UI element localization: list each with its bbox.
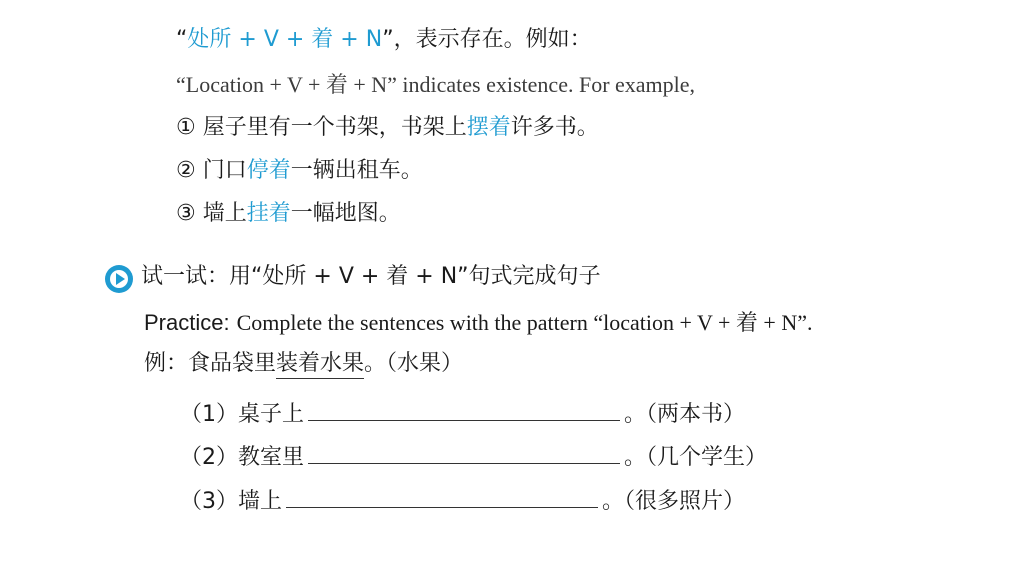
example-number: ③ — [176, 201, 196, 226]
exercise-hint: 。（很多照片） — [602, 489, 746, 514]
practice-text: Complete the sentences with the pattern “location + V + 着 + N”. — [236, 310, 813, 335]
example-1 — [176, 117, 599, 139]
example-text-pre: 墙上 — [202, 201, 247, 226]
pattern-heading — [176, 29, 592, 51]
answer-blank[interactable] — [308, 441, 620, 464]
exercise-hint: 。（两本书） — [624, 402, 746, 427]
practice-label: Practice: — [144, 310, 230, 335]
example-number: ① — [176, 115, 196, 140]
pattern-formula: 处所 + V + 着 + N — [187, 27, 383, 52]
exercise-number: （1） — [180, 402, 238, 427]
demo-example — [144, 353, 463, 375]
example-highlight: 停着 — [246, 158, 291, 183]
pattern-english: “Location + V + 着 + N” indicates existence. For example, — [176, 72, 696, 97]
pattern-close-quote: ” — [382, 27, 394, 52]
exercise-prompt: 教室里 — [238, 445, 305, 470]
exercise-prompt: 桌子上 — [238, 402, 305, 427]
example-text-pre: 屋子里有一个书架，书架上 — [202, 115, 467, 140]
example-text-pre: 门口 — [202, 158, 247, 183]
example-text-post: 一辆出租车。 — [290, 158, 423, 183]
demo-label: 例：食品袋里 — [144, 351, 277, 376]
exercise-number: （2） — [180, 445, 238, 470]
example-number: ② — [176, 158, 196, 183]
demo-hint: 。（水果） — [364, 351, 464, 376]
exercise-prompt: 墙上 — [238, 489, 283, 514]
example-2 — [176, 160, 423, 182]
demo-answer: 装着水果 — [276, 351, 364, 379]
exercise-hint: 。（几个学生） — [624, 445, 768, 470]
pattern-description: ，表示存在。例如： — [393, 27, 592, 52]
try-it-title: 试一试：用“处所 + V + 着 + N”句式完成句子 — [141, 264, 601, 289]
example-highlight: 挂着 — [246, 201, 291, 226]
answer-blank[interactable] — [308, 398, 620, 421]
practice-line — [144, 312, 812, 335]
exercise-2 — [180, 441, 767, 469]
play-arrow-icon — [103, 263, 135, 295]
pattern-open-quote: “ — [176, 27, 188, 52]
example-text-post: 一幅地图。 — [290, 201, 401, 226]
exercise-3 — [180, 485, 745, 513]
example-highlight: 摆着 — [466, 115, 511, 140]
example-text-post: 许多书。 — [510, 115, 599, 140]
exercise-number: （3） — [180, 489, 238, 514]
example-3 — [176, 203, 401, 225]
answer-blank[interactable] — [286, 485, 598, 508]
exercise-1 — [180, 398, 745, 426]
